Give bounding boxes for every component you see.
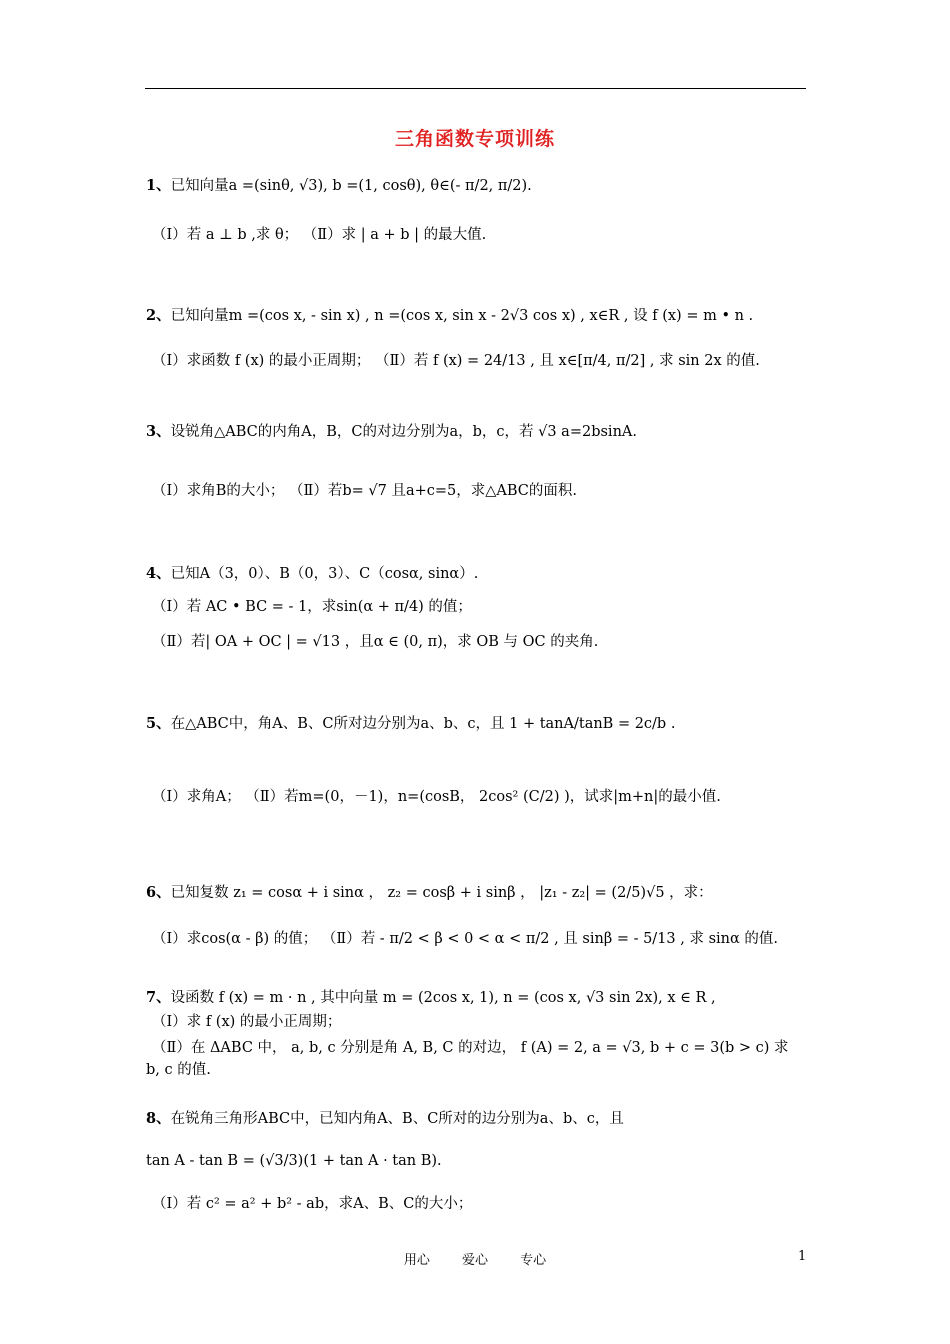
problem-text: 已知A（3，0）、B（0，3）、C（cosα, sinα）. <box>170 566 479 582</box>
problem-number: 6、 <box>146 884 171 901</box>
problem-number: 5、 <box>146 715 171 732</box>
problem-3-stem <box>146 421 637 443</box>
problem-number: 1、 <box>146 177 171 194</box>
problem-4-part-2: （Ⅱ）若| OA + OC | = √13 ，且α ∈ (0, π)，求 OB 与 OC 的夹角. <box>152 634 599 650</box>
problem-3-parts: （Ⅰ）求角B的大小； （Ⅱ）若b= √7 且a+c=5，求△ABC的面积. <box>152 483 578 499</box>
problem-1-stem <box>146 175 532 197</box>
page-number: 1 <box>798 1249 807 1264</box>
problem-text: 在锐角三角形ABC中，已知内角A、B、C所对的边分别为a、b、c，且 <box>170 1111 624 1127</box>
problem-5-stem <box>146 713 675 735</box>
problem-text: 设锐角△ABC的内角A，B，C的对边分别为a，b，c，若 √3 a=2bsinA. <box>170 424 637 440</box>
problem-number: 2、 <box>146 307 171 324</box>
problem-number: 3、 <box>146 423 171 440</box>
problem-1-parts: （Ⅰ）若 a ⊥ b ,求 θ； （Ⅱ）求 | a + b | 的最大值. <box>152 227 487 243</box>
problem-7-part-2: （Ⅱ）在 ΔABC 中， a, b, c 分别是角 A, B, C 的对边， f (A) = 2, a = √3, b + c = 3(b > c) 求 <box>152 1040 789 1056</box>
problem-4-part-1: （Ⅰ）若 AC • BC = - 1，求sin(α + π/4) 的值； <box>152 599 472 615</box>
page-footer: 用心 爱心 专心 <box>403 1253 547 1268</box>
problem-8-stem <box>146 1108 624 1130</box>
problem-text: 已知复数 z₁ = cosα + i sinα ， z₂ = cosβ + i sinβ ， |z₁ - z₂| = (2/5)√5 ，求： <box>170 885 713 901</box>
page-title: 三角函数专项训练 <box>394 128 555 150</box>
problem-2-parts: （Ⅰ）求函数 f (x) 的最小正周期； （Ⅱ）若 f (x) = 24/13 , 且 x∈[π/4, π/2] , 求 sin 2x 的值. <box>152 353 760 369</box>
problem-7-part-2-cont: b, c 的值. <box>146 1062 211 1078</box>
header-rule <box>145 88 806 89</box>
problem-8-formula: tan A - tan B = (√3/3)(1 + tan A · tan B). <box>146 1153 442 1169</box>
problem-text: 设函数 f (x) = m · n , 其中向量 m = (2cos x, 1), n = (cos x, √3 sin 2x), x ∈ R , <box>170 990 716 1006</box>
problem-text: 已知向量m =(cos x, - sin x) , n =(cos x, sin x - 2√3 cos x) , x∈R , 设 f (x) = m • n . <box>170 308 754 324</box>
problem-5-parts: （Ⅰ）求角A； （Ⅱ）若m=(0，－1)，n=(cosB， 2cos² (C/2) )，试求|m+n|的最小值. <box>152 789 721 805</box>
problem-number: 4、 <box>146 565 171 582</box>
problem-6-parts: （Ⅰ）求cos(α - β) 的值； （Ⅱ）若 - π/2 < β < 0 < α < π/2 , 且 sinβ = - 5/13 , 求 sinα 的值. <box>152 931 779 947</box>
problem-text: 已知向量a =(sinθ, √3), b =(1, cosθ), θ∈(- π/2, π/2). <box>170 178 532 194</box>
problem-number: 8、 <box>146 1110 171 1127</box>
problem-2-stem <box>146 305 753 327</box>
problem-7-part-1: （Ⅰ）求 f (x) 的最小正周期； <box>152 1014 342 1030</box>
problem-8-part-1: （Ⅰ）若 c² = a² + b² - ab，求A、B、C的大小； <box>152 1196 473 1212</box>
problem-number: 7、 <box>146 989 171 1006</box>
problem-6-stem <box>146 882 713 904</box>
problem-text: 在△ABC中，角A、B、C所对边分别为a、b、c，且 1 + tanA/tanB = 2c/b . <box>170 716 676 732</box>
problem-7-stem <box>146 987 716 1009</box>
problem-4-stem <box>146 563 478 585</box>
